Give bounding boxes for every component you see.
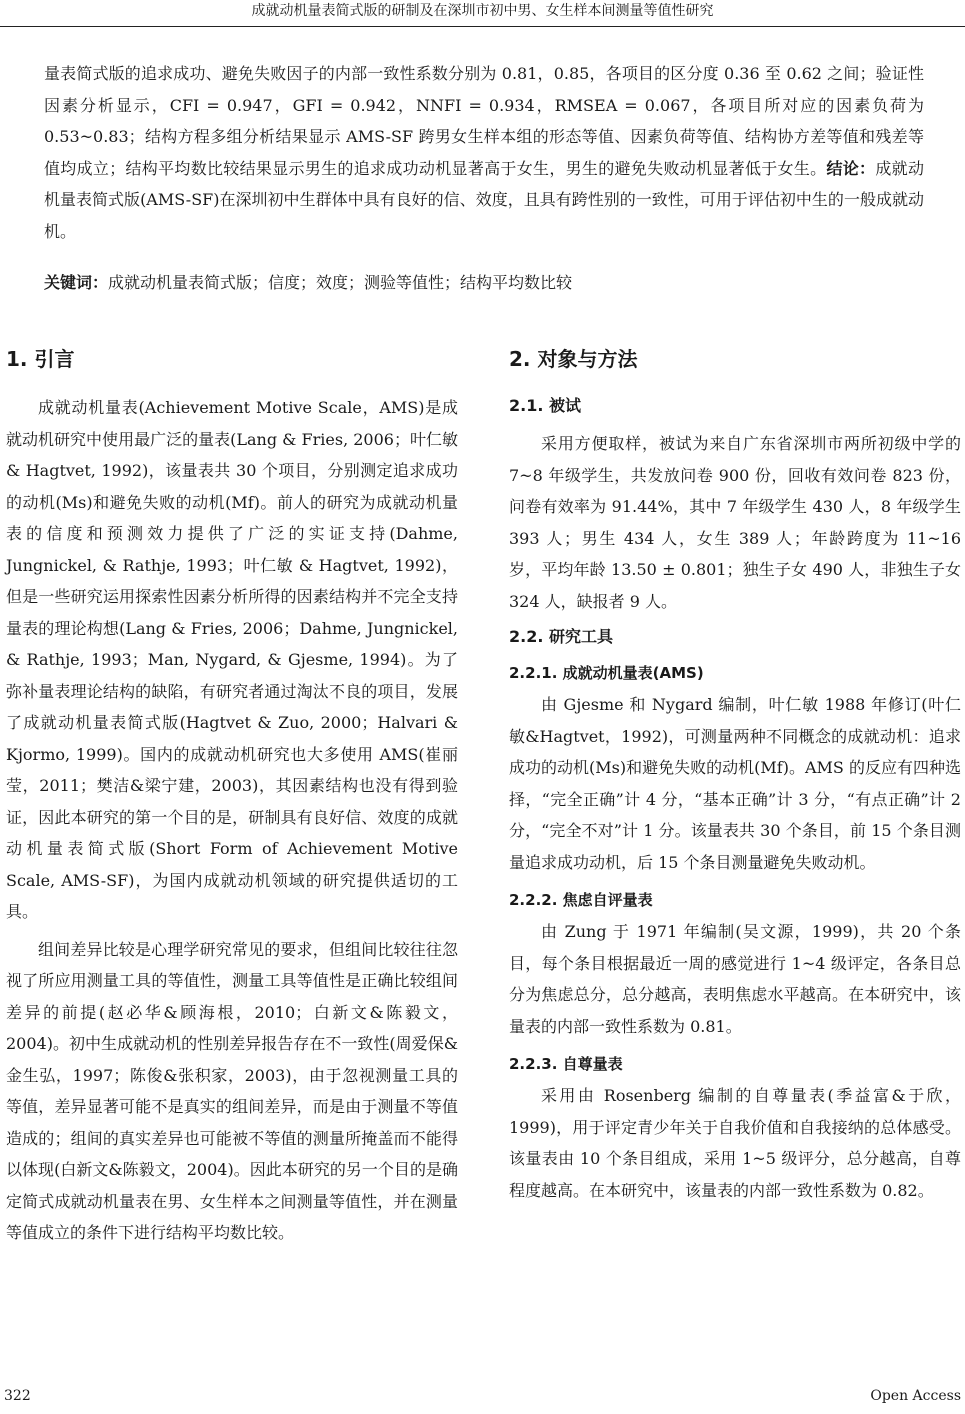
section-2-2-3-heading: 2.2.3. 自尊量表 — [509, 1055, 623, 1073]
running-header — [0, 0, 965, 27]
self-esteem-paragraph: 采用由 Rosenberg 编制的自尊量表(季益富&于欣，1999)，用于评定青少年关于自我价值和自我接纳的总体感受。该量表由 10 个条目组成，采用 1~5 级评分，总分越高，自尊程度越高。在本研究中，该量表的内部一致性系数为 0.82。 — [509, 1086, 961, 1200]
page-footer — [0, 1386, 965, 1410]
abstract-conclusion-text: 成就动机量表简式版(AMS-SF)在深圳初中生群体中具有良好的信、效度，且具有跨性别的一致性，可用于评估初中生的一般成就动机。 — [44, 158, 924, 241]
abstract-results-text: 量表简式版的追求成功、避免失败因子的内部一致性系数分别为 0.81，0.85，各项目的区分度 0.36 至 0.62 之间；验证性因素分析显示，CFI = 0.947，GFI = 0.942，NNFI = 0.934，RMSEA = 0.067，各项目所对应的因素负荷为 0.53~0.83；结构方程多组分析结果显示 AMS-SF 跨男女生样本组的形态等值、因素负荷等值、结构协方差等值和残差等值均成立；结构平均数比较结果显示男生的追求成功动机显著高于女生，男生的避免失败动机显著低于女生。 — [44, 64, 924, 178]
section-2-2-heading: 2.2. 研究工具 — [509, 627, 613, 646]
abstract — [44, 58, 924, 247]
running-title: 成就动机量表简式版的研制及在深圳市初中男、女生样本间测量等值性研究 — [251, 3, 714, 19]
left-column — [6, 340, 458, 1255]
section-2-2-1-heading: 2.2.1. 成就动机量表(AMS) — [509, 664, 704, 682]
right-column — [509, 340, 961, 1212]
keywords-label: 关键词： — [44, 273, 109, 292]
conclusion-label: 结论： — [826, 158, 876, 178]
section-2-1-heading: 2.1. 被试 — [509, 396, 581, 415]
keywords — [44, 268, 924, 298]
section-2-heading: 2. 对象与方法 — [509, 347, 638, 371]
intro-paragraph-1: 成就动机量表(Achievement Motive Scale，AMS)是成就动机研究中使用最广泛的量表(Lang & Fries, 2006；叶仁敏 & Hagtvet, 1992)，该量表共 30 个项目，分别测定追求成功的动机(Ms)和避免失败的动机(Mf)。前人的研究为成就动机量表的信度和预测效力提供了广泛的实证支持(Dahme, Jungnickel, & Rathje, 1993；叶仁敏 & Hagtvet, 1992)，但是一些研究运用探索性因素分析所得的因素结构并不完全支持量表的理论构想(Lang & Fries, 2006；Dahme, Jungnickel, & Rathje, 1993；Man, Nygard, & Gjesme, 1994)。为了弥补量表理论结构的缺陷，有研究者通过淘汰不良的项目，发展了成就动机量表简式版(Hagtvet & Zuo, 2000；Halvari & Kjormo, 1999)。国内的成就动机研究也大多使用 AMS(崔丽莹，2011；樊洁&梁宁建，2003)，其因素结构也没有得到验证，因此本研究的第一个目的是，研制具有良好信、效度的成就动机量表简式版(Short Form of Achievement Motive Scale, AMS-SF)，为国内成就动机领域的研究提供适切的工具。 — [6, 398, 458, 921]
participants-paragraph: 采用方便取样，被试为来自广东省深圳市两所初级中学的 7~8 年级学生，共发放问卷 900 份，回收有效问卷 823 份，问卷有效率为 91.44%，其中 7 年级学生 430 人，8 年级学生 393 人；男生 434 人，女生 389 人；年龄跨度为 11~16 岁，平均年龄 13.50 ± 0.801；独生子女 490 人，非独生子女 324 人，缺报者 9 人。 — [509, 434, 961, 611]
sas-paragraph: 由 Zung 于 1971 年编制(吴文源，1999)，共 20 个条目，每个条目根据最近一周的感觉进行 1~4 级评定，各条目总分为焦虑总分，总分越高，表明焦虑水平越高。在本研究中，该量表的内部一致性系数为 0.81。 — [509, 922, 961, 1036]
ams-paragraph: 由 Gjesme 和 Nygard 编制，叶仁敏 1988 年修订(叶仁敏&Hagtvet，1992)，可测量两种不同概念的成就动机：追求成功的动机(Ms)和避免失败的动机(Mf)。AMS 的反应有四种选择，“完全正确”计 4 分，“基本正确”计 3 分，“有点正确”计 2 分，“完全不对”计 1 分。该量表共 30 个条目，前 15 个条目测量追求成功动机，后 15 个条目测量避免失败动机。 — [509, 695, 961, 872]
keywords-text: 成就动机量表简式版；信度；效度；测验等值性；结构平均数比较 — [108, 273, 573, 292]
section-2-2-2-heading: 2.2.2. 焦虑自评量表 — [509, 891, 653, 909]
intro-paragraph-2: 组间差异比较是心理学研究常见的要求，但组间比较往往忽视了所应用测量工具的等值性，测量工具等值性是正确比较组间差异的前提(赵必华&顾海根，2010；白新文&陈毅文，2004)。初中生成就动机的性别差异报告存在不一致性(周爱保&金生弘，1997；陈俊&张积家，2003)，由于忽视测量工具的等值，差异显著可能不是真实的组间差异，而是由于测量不等值造成的；组间的真实差异也可能被不等值的测量所掩盖而不能得以体现(白新文&陈毅文，2004)。因此本研究的另一个目的是确定简式成就动机量表在男、女生样本之间测量等值性，并在测量等值成立的条件下进行结构平均数比较。 — [6, 939, 458, 1242]
page-number: 322 — [4, 1388, 31, 1404]
section-1-heading: 1. 引言 — [6, 347, 75, 371]
publisher-label: Open Access — [870, 1388, 961, 1404]
